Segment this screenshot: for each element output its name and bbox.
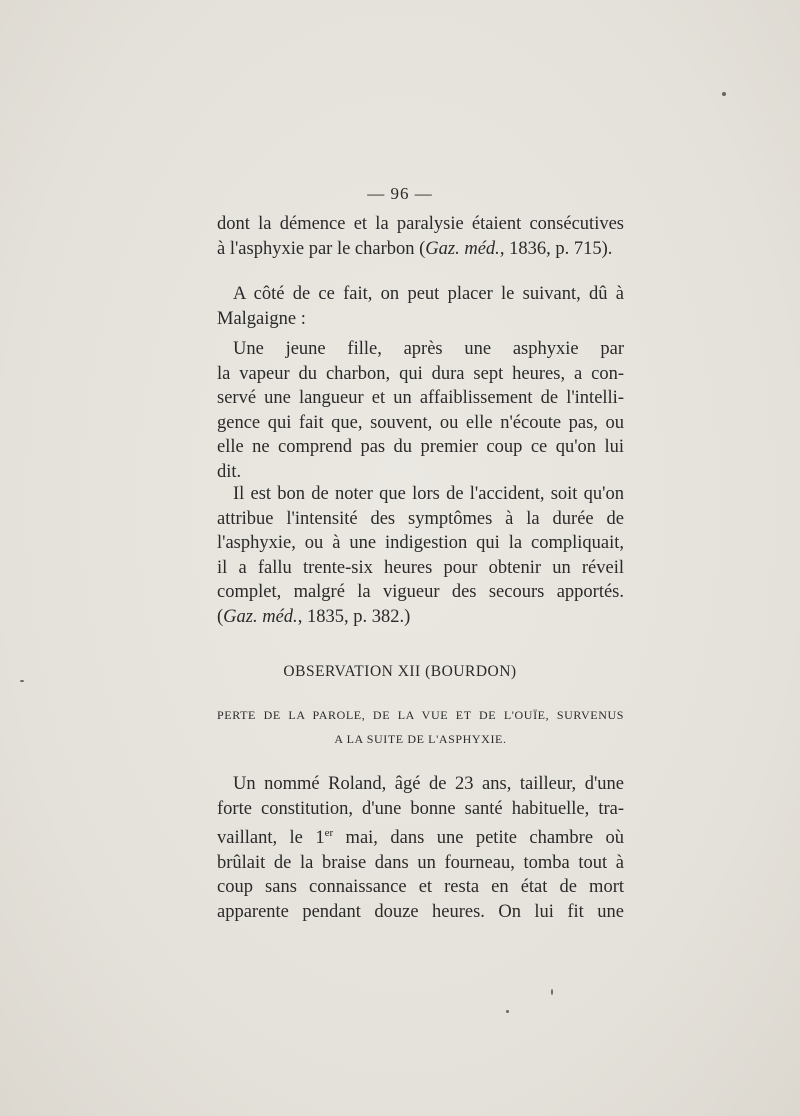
text-line: vaillant, le 1er mai, dans une petite chambre où — [217, 827, 624, 849]
text-line: attribue l'intensité des symptômes à la durée de — [217, 508, 624, 529]
paragraph-5 — [217, 772, 624, 924]
subtitle-line: A LA SUITE DE L'ASPHYXIE. — [334, 732, 507, 746]
paragraph-2 — [217, 282, 624, 331]
text-line: gence qui fait que, souvent, ou elle n'écoute pas, ou — [217, 412, 624, 433]
text-line: l'asphyxie, ou à une indigestion qui la compliquait, — [217, 533, 624, 553]
paragraph-1 — [217, 212, 624, 261]
text-line: la vapeur du charbon, qui dura sept heures, a con- — [217, 363, 624, 384]
text-line: dont la démence et la paralysie étaient consécutives — [217, 214, 624, 234]
text-line: Malgaigne : — [217, 308, 306, 329]
text-line: Un nommé Roland, âgé de 23 ans, tailleur, d'une — [233, 774, 624, 794]
text-line: Une jeune fille, après une asphyxie par — [233, 339, 624, 359]
paper-speck — [20, 680, 24, 682]
text-line: à l'asphyxie par le charbon (Gaz. méd., 1836, p. 715). — [217, 238, 613, 259]
text-line: servé une langueur et un affaiblissement de l'intelli- — [217, 388, 624, 408]
page-number: — 96 — — [367, 184, 433, 203]
paper-speck — [551, 989, 553, 995]
paragraph-3 — [217, 337, 624, 484]
text-line: coup sans connaissance et resta en état de mort — [217, 877, 624, 898]
text-line: apparente pendant douze heures. On lui fit une — [217, 901, 624, 922]
text-line: Il est bon de noter que lors de l'accident, soit qu'on — [233, 484, 624, 504]
observation-subtitle — [217, 703, 624, 751]
observation-title: OBSERVATION XII (BOURDON) — [283, 663, 517, 680]
text-line: (Gaz. méd., 1835, p. 382.) — [217, 606, 411, 627]
paragraph-4 — [217, 482, 624, 629]
text-line: dit. — [217, 461, 242, 482]
text-line: il a fallu trente-six heures pour obtenir un réveil — [217, 557, 624, 578]
text-line: elle ne comprend pas du premier coup ce qu'on lui — [217, 437, 624, 457]
text-line: forte constitution, d'une bonne santé habituelle, tra- — [217, 798, 624, 819]
text-line: brûlait de la braise dans un fourneau, tomba tout à — [217, 852, 624, 873]
subtitle-line: PERTE DE LA PAROLE, DE LA VUE ET DE L'OUÏE, SURVENUS — [217, 708, 624, 722]
paper-speck — [722, 92, 726, 96]
text-line: A côté de ce fait, on peut placer le suivant, dû à — [233, 284, 624, 304]
text-line: complet, malgré la vigueur des secours apportés. — [217, 582, 624, 602]
paper-speck — [506, 1010, 509, 1013]
